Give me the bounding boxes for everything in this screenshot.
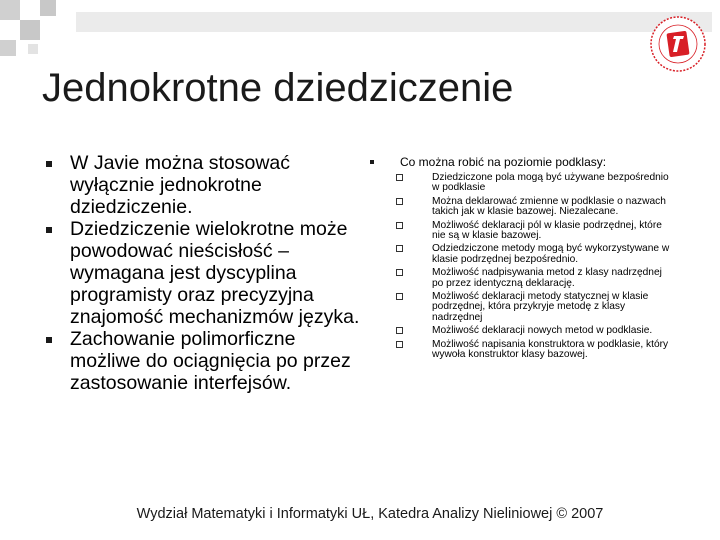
hollow-square-bullet-icon (396, 269, 403, 276)
header-bar-gap (56, 12, 76, 32)
list-item: Możliwość deklaracji nowych metod w podklasie. (368, 326, 676, 336)
list-item: Można deklarować zmienne w podklasie o nazwach takich jak w klasie bazowej. Niezalecane. (368, 197, 676, 218)
hollow-square-bullet-icon (396, 293, 403, 300)
hollow-square-bullet-icon (396, 222, 403, 229)
hollow-square-bullet-icon (396, 174, 403, 181)
hollow-square-bullet-icon (396, 327, 403, 334)
list-item: Dziedziczone pola mogą być używane bezpośrednio w podklasie (368, 173, 676, 194)
footer-text: Wydział Matematyki i Informatyki UŁ, Katedra Analizy Nieliniowej © 2007 (136, 506, 604, 522)
list-item: Odziedziczone metody mogą być wykorzystywane w klasie podrzędnej bezpośrednio. (368, 244, 676, 265)
square-bullet-icon (46, 161, 52, 167)
header-bar (56, 12, 712, 32)
left-bullet-list (44, 152, 364, 394)
right-heading: Co można robić na poziomie podklasy: (368, 155, 688, 169)
sub-bullet-list (368, 173, 688, 361)
square-bullet-icon (370, 160, 374, 164)
list-item: Zachowanie polimorficzne możliwe do ociągnięcia po przez zastosowanie interfejsów. (44, 328, 364, 394)
right-bullet-list (368, 155, 688, 361)
list-item: Możliwość deklaracji pól w klasie podrzędnej, które nie są w klasie bazowej. (368, 221, 676, 242)
list-item: Możliwość napisania konstruktora w podklasie, który wywoła konstruktor klasy bazowej. (368, 340, 676, 361)
list-item: Możliwość deklaracji metody statycznej w klasie podrzędnej, która przykryje metodę z klasy nadrzędnej (368, 292, 676, 323)
page-title: Jednokrotne dziedziczenie (42, 66, 514, 110)
hollow-square-bullet-icon (396, 198, 403, 205)
square-bullet-icon (46, 337, 52, 343)
list-item: Możliwość nadpisywania metod z klasy nadrzędnej po przez identyczną deklarację. (368, 268, 676, 289)
university-logo-icon (648, 14, 708, 74)
list-item: W Javie można stosować wyłącznie jednokrotne dziedziczenie. (44, 152, 364, 218)
list-item: Dziedziczenie wielokrotne może powodować nieścisłość – wymagana jest dyscyplina programisty oraz precyzyjna znajomość mechanizmów języka. (44, 218, 364, 328)
hollow-square-bullet-icon (396, 341, 403, 348)
hollow-square-bullet-icon (396, 245, 403, 252)
square-bullet-icon (46, 227, 52, 233)
